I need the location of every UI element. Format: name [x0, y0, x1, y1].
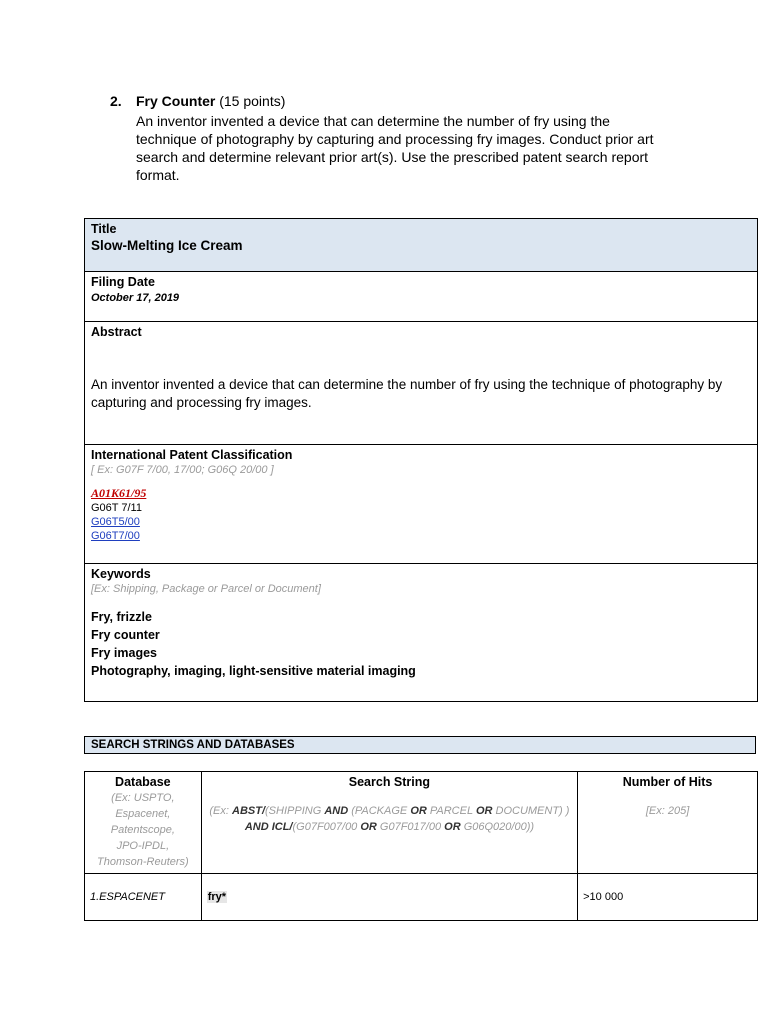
database-cell: [85, 874, 202, 921]
search-table-header-row: [85, 772, 758, 874]
ss-hint-op: AND: [244, 821, 272, 833]
ipc-code-link[interactable]: G06T5/00: [91, 516, 140, 528]
question-points: (15 points): [215, 93, 286, 109]
database-hint-line: Patentscope,: [110, 824, 175, 836]
ss-hint-op: ABST/: [232, 805, 266, 817]
ipc-list: [91, 486, 751, 543]
ipc-code: G06T 7/11: [91, 502, 142, 514]
ss-hint-op: OR: [444, 821, 461, 833]
patent-info-table: [84, 218, 758, 702]
ss-hint-op: OR: [360, 821, 377, 833]
hits-hint: [Ex: 205]: [645, 805, 690, 817]
ss-hint-part: PARCEL: [426, 805, 476, 817]
search-strings-header: SEARCH STRINGS AND DATABASES: [84, 736, 756, 754]
ss-hint-part: (Ex:: [209, 805, 233, 817]
database-value: 1.ESPACENET: [90, 891, 165, 903]
keyword-item: Fry images: [91, 646, 158, 660]
search-strings-table: [84, 771, 758, 921]
abstract-text: An inventor invented a device that can determine the number of fry using the technique of photography by capturing and processing fry images.: [91, 377, 723, 410]
question-body: An inventor invented a device that can determine the number of fry using the technique of photography by capturing and processing fry images. Conduct prior art search and determine relevant prior art(s). Use the prescribed patent search report format.: [136, 113, 654, 183]
ss-hint-part: G07F017/00: [376, 821, 445, 833]
ss-hint-op: OR: [410, 805, 427, 817]
ss-hint-op: ICL/: [271, 821, 293, 833]
keywords-list: [91, 608, 751, 680]
search-string-value: fry*: [207, 891, 227, 903]
search-string-column-header: [201, 772, 577, 874]
question-title: [136, 92, 285, 110]
database-column-header: [85, 772, 202, 874]
filing-date-value: October 17, 2019: [91, 292, 180, 304]
database-hint-line: Thomson-Reuters): [97, 856, 189, 868]
keyword-item: Fry counter: [91, 628, 160, 642]
database-hint-line: JPO-IPDL,: [116, 840, 170, 852]
ss-hint-op: OR: [475, 805, 493, 817]
search-string-hint: [207, 803, 572, 835]
question-number: 2.: [110, 93, 122, 109]
database-header-label: Database: [115, 775, 171, 789]
ipc-code-primary[interactable]: A01K61/95: [91, 486, 147, 500]
question-title-text: Fry Counter: [136, 93, 216, 109]
table-row: [85, 874, 758, 921]
database-hint-line: (Ex: USPTO,: [111, 792, 175, 804]
filing-date-section: [85, 272, 757, 322]
ipc-hint: [ Ex: G07F 7/00, 17/00; G06Q 20/00 ]: [91, 464, 274, 476]
ss-hint-part: DOCUMENT) ): [492, 805, 570, 817]
database-hint-line: Espacenet,: [115, 808, 171, 820]
filing-date-label: Filing Date: [91, 275, 155, 289]
ss-hint-op: AND: [324, 805, 349, 817]
ss-hint-part: (SHIPPING: [265, 805, 325, 817]
keywords-section: [85, 564, 757, 701]
ipc-section: [85, 445, 757, 564]
hits-cell: [578, 874, 758, 921]
title-label: Title: [91, 222, 117, 236]
search-string-header-label: Search String: [348, 775, 431, 789]
hits-column-header: [578, 772, 758, 874]
keywords-hint: [Ex: Shipping, Package or Parcel or Document]: [91, 583, 321, 595]
title-value: Slow-Melting Ice Cream: [91, 238, 243, 253]
hits-value: >10 000: [583, 891, 624, 903]
search-string-cell: [201, 874, 577, 921]
keywords-label: Keywords: [91, 567, 151, 581]
ss-hint-part: G06Q020/00)): [460, 821, 535, 833]
keyword-item: Photography, imaging, light-sensitive material imaging: [91, 664, 416, 678]
ipc-code-link[interactable]: G06T7/00: [91, 530, 140, 542]
ss-hint-part: (G07F007/00: [292, 821, 361, 833]
ipc-label: International Patent Classification: [91, 448, 293, 462]
ss-hint-part: (PACKAGE: [348, 805, 411, 817]
title-section: [85, 219, 757, 272]
keyword-item: Fry, frizzle: [91, 610, 152, 624]
abstract-section: [85, 322, 757, 445]
abstract-label: Abstract: [91, 325, 142, 339]
hits-header-label: Number of Hits: [622, 775, 713, 789]
